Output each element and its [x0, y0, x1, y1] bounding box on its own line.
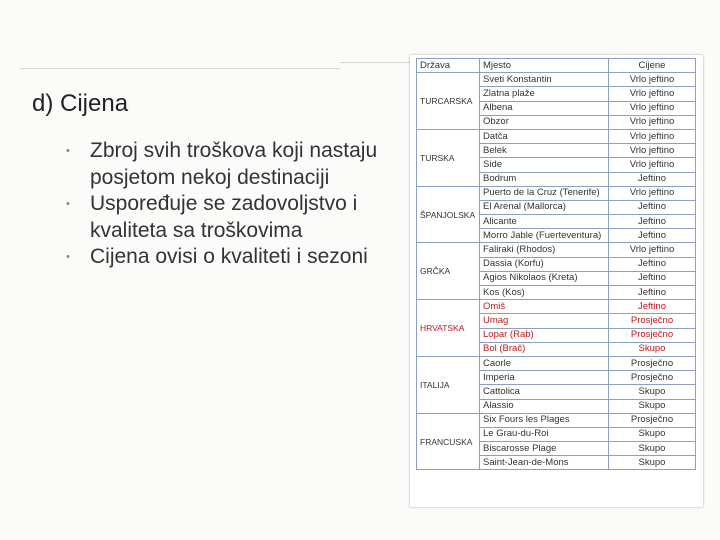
price-cell: Vrlo jeftino	[609, 158, 696, 172]
place-cell: Omiš	[480, 300, 609, 314]
place-cell: Bol (Brač)	[480, 342, 609, 356]
price-cell: Skupo	[609, 399, 696, 413]
price-cell: Prosječno	[609, 328, 696, 342]
bullet-dot-icon: •	[66, 145, 70, 157]
place-cell: Dassia (Korfu)	[480, 257, 609, 271]
price-cell: Prosječno	[609, 413, 696, 427]
price-cell: Vrlo jeftino	[609, 73, 696, 87]
bullet-item	[66, 138, 386, 191]
place-cell: Le Grau-du-Roi	[480, 427, 609, 441]
place-cell: Faliraki (Rhodos)	[480, 243, 609, 257]
country-cell: TURSKA	[417, 129, 480, 186]
place-cell: Alassio	[480, 399, 609, 413]
country-cell: TURCARSKA	[417, 73, 480, 130]
table-row	[417, 73, 696, 87]
country-cell: ŠPANJOLSKA	[417, 186, 480, 243]
place-cell: Kos (Kos)	[480, 286, 609, 300]
bullet-text: Cijena ovisi o kvaliteti i sezoni	[90, 245, 368, 268]
place-cell: Datča	[480, 129, 609, 143]
bullet-item	[66, 244, 386, 271]
decorative-line	[340, 62, 410, 63]
price-cell: Jeftino	[609, 172, 696, 186]
price-cell: Jeftino	[609, 215, 696, 229]
price-cell: Prosječno	[609, 314, 696, 328]
place-cell: Puerto de la Cruz (Tenerife)	[480, 186, 609, 200]
place-cell: Biscarosse Plage	[480, 442, 609, 456]
price-cell: Vrlo jeftino	[609, 144, 696, 158]
price-cell: Jeftino	[609, 300, 696, 314]
place-cell: Side	[480, 158, 609, 172]
bullet-item	[66, 191, 386, 244]
place-cell: Lopar (Rab)	[480, 328, 609, 342]
table-row	[417, 186, 696, 200]
place-cell: Caorle	[480, 356, 609, 370]
place-cell: Bodrum	[480, 172, 609, 186]
price-cell: Vrlo jeftino	[609, 243, 696, 257]
bullet-dot-icon: •	[66, 198, 70, 210]
price-cell: Jeftino	[609, 286, 696, 300]
header-price: Cijene	[609, 59, 696, 73]
place-cell: Belek	[480, 144, 609, 158]
place-cell: Sveti Konstantin	[480, 73, 609, 87]
price-cell: Vrlo jeftino	[609, 87, 696, 101]
place-cell: Morro Jable (Fuerteventura)	[480, 229, 609, 243]
table-row	[417, 243, 696, 257]
price-cell: Vrlo jeftino	[609, 186, 696, 200]
place-cell: Imperia	[480, 371, 609, 385]
country-cell: GRČKA	[417, 243, 480, 300]
place-cell: Six Fours les Plages	[480, 413, 609, 427]
price-cell: Skupo	[609, 342, 696, 356]
table-row	[417, 129, 696, 143]
header-country: Država	[417, 59, 480, 73]
price-cell: Prosječno	[609, 356, 696, 370]
place-cell: Saint-Jean-de-Mons	[480, 456, 609, 470]
price-cell: Vrlo jeftino	[609, 129, 696, 143]
price-cell: Jeftino	[609, 229, 696, 243]
table-header-row	[417, 59, 696, 73]
bullet-dot-icon: •	[66, 251, 70, 263]
price-cell: Skupo	[609, 442, 696, 456]
country-cell: ITALIJA	[417, 356, 480, 413]
table-body	[417, 73, 696, 470]
price-cell: Vrlo jeftino	[609, 101, 696, 115]
bullet-text: Uspoređuje se zadovoljstvo i kvaliteta sa troškovima	[90, 192, 358, 242]
table-row	[417, 356, 696, 370]
price-cell: Jeftino	[609, 271, 696, 285]
price-table	[416, 58, 696, 470]
bullet-text: Zbroj svih troškova koji nastaju posjetom nekoj destinaciji	[90, 139, 378, 189]
place-cell: El Arenal (Mallorca)	[480, 200, 609, 214]
price-cell: Skupo	[609, 456, 696, 470]
price-cell: Prosječno	[609, 371, 696, 385]
decorative-line	[20, 68, 340, 69]
bullet-list	[66, 138, 386, 271]
price-cell: Skupo	[609, 385, 696, 399]
table-row	[417, 300, 696, 314]
place-cell: Albena	[480, 101, 609, 115]
place-cell: Alicante	[480, 215, 609, 229]
price-cell: Vrlo jeftino	[609, 115, 696, 129]
place-cell: Zlatna plaže	[480, 87, 609, 101]
country-cell: HRVATSKA	[417, 300, 480, 357]
slide-title: d) Cijena	[32, 90, 129, 117]
header-place: Mjesto	[480, 59, 609, 73]
table-row	[417, 413, 696, 427]
place-cell: Agios Nikolaos (Kreta)	[480, 271, 609, 285]
country-cell: FRANCUSKA	[417, 413, 480, 470]
place-cell: Umag	[480, 314, 609, 328]
price-cell: Jeftino	[609, 257, 696, 271]
place-cell: Cattolica	[480, 385, 609, 399]
price-cell: Skupo	[609, 427, 696, 441]
place-cell: Obzor	[480, 115, 609, 129]
price-cell: Jeftino	[609, 200, 696, 214]
